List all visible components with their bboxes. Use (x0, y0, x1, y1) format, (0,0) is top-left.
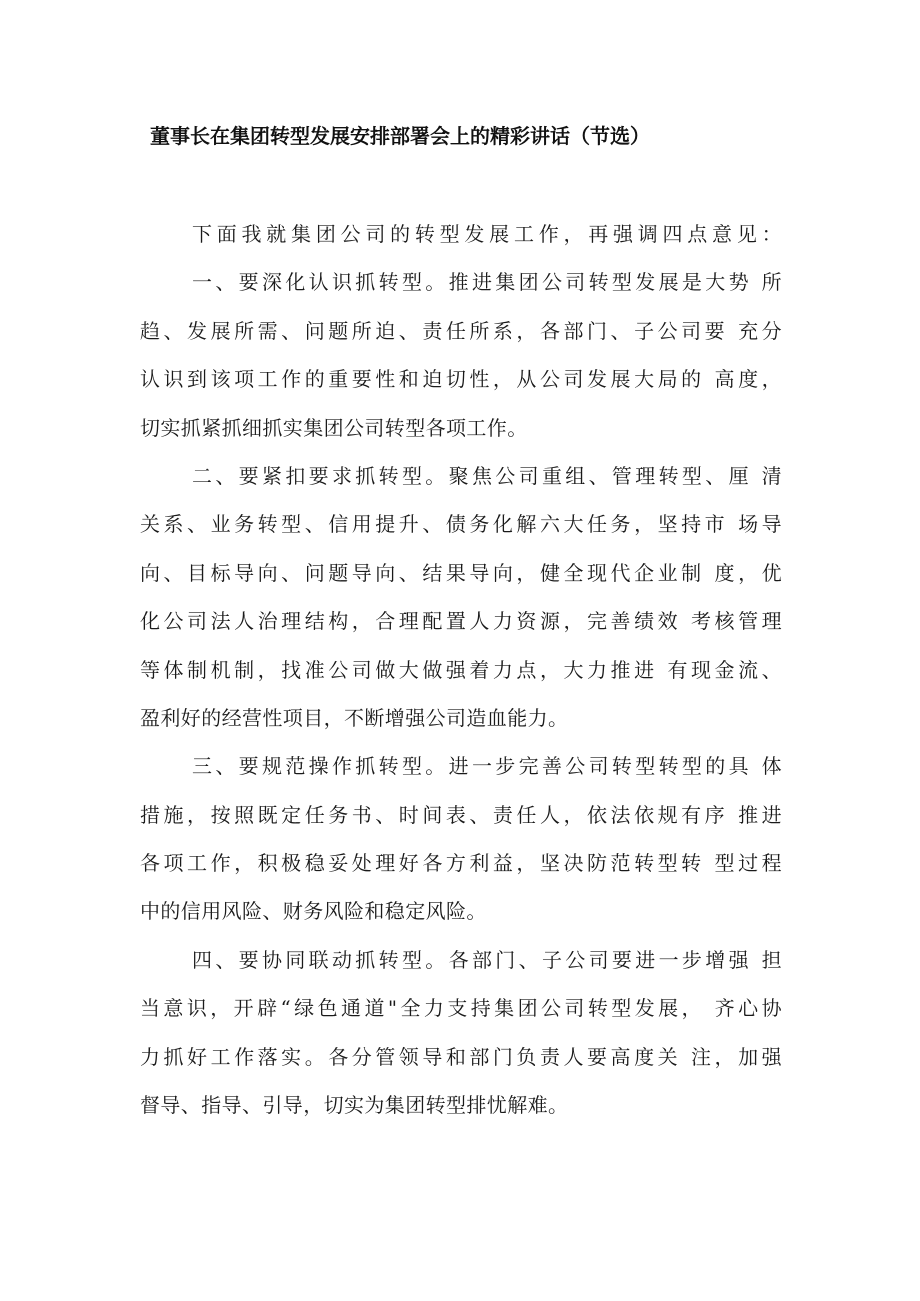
point-1-line-2: 趋、发展所需、问题所迫、责任所系，各部门、子公司要 充分 (140, 318, 782, 343)
point-1-line-1: 一、要深化认识抓转型。推进集团公司转型发展是大势 所 (192, 270, 782, 295)
point-1-line-3: 认识到该项工作的重要性和迫切性，从公司发展大局的 高度， (140, 367, 782, 392)
point-3-line-3: 各项工作，积极稳妥处理好各方利益，坚决防范转型转 型过程 (140, 851, 782, 876)
point-3-line-1: 三、要规范操作抓转型。进一步完善公司转型转型的具 体 (192, 754, 782, 779)
point-2-line-5: 等体制机制，找准公司做大做强着力点，大力推进 有现金流、 (140, 657, 782, 682)
document-title: 董事长在集团转型发展安排部署会上的精彩讲话（节选） (150, 124, 650, 148)
point-2-line-3: 向、目标导向、问题导向、结果导向，健全现代企业制 度，优 (140, 560, 782, 585)
point-4-line-2: 当意识，开辟“绿色通道"全力支持集团公司转型发展， 齐心协 (140, 996, 782, 1021)
point-4-line-1: 四、要协同联动抓转型。各部门、子公司要进一步增强 担 (192, 947, 782, 972)
document-body (140, 210, 782, 1129)
point-4-line-4: 督导、指导、引导，切实为集团转型排忧解难。 (140, 1093, 569, 1118)
point-2-line-4: 化公司法人治理结构，合理配置人力资源，完善绩效 考核管理 (140, 609, 782, 634)
point-3-line-4: 中的信用风险、财务风险和稳定风险。 (140, 899, 487, 924)
point-2-line-6: 盈利好的经营性项目，不断增强公司造血能力。 (140, 705, 569, 730)
point-3-line-2: 措施，按照既定任务书、时间表、责任人，依法依规有序 推进 (140, 802, 782, 827)
point-4-line-3: 力抓好工作落实。各分管领导和部门负责人要高度关 注，加强 (140, 1044, 782, 1069)
point-2-line-1: 二、要紧扣要求抓转型。聚焦公司重组、管理转型、厘 清 (192, 463, 782, 488)
point-1-line-4: 切实抓紧抓细抓实集团公司转型各项工作。 (140, 415, 528, 440)
point-2-line-2: 关系、业务转型、信用提升、债务化解六大任务，坚持市 场导 (140, 512, 782, 537)
intro-line: 下面我就集团公司的转型发展工作，再强调四点意见： (192, 222, 782, 246)
